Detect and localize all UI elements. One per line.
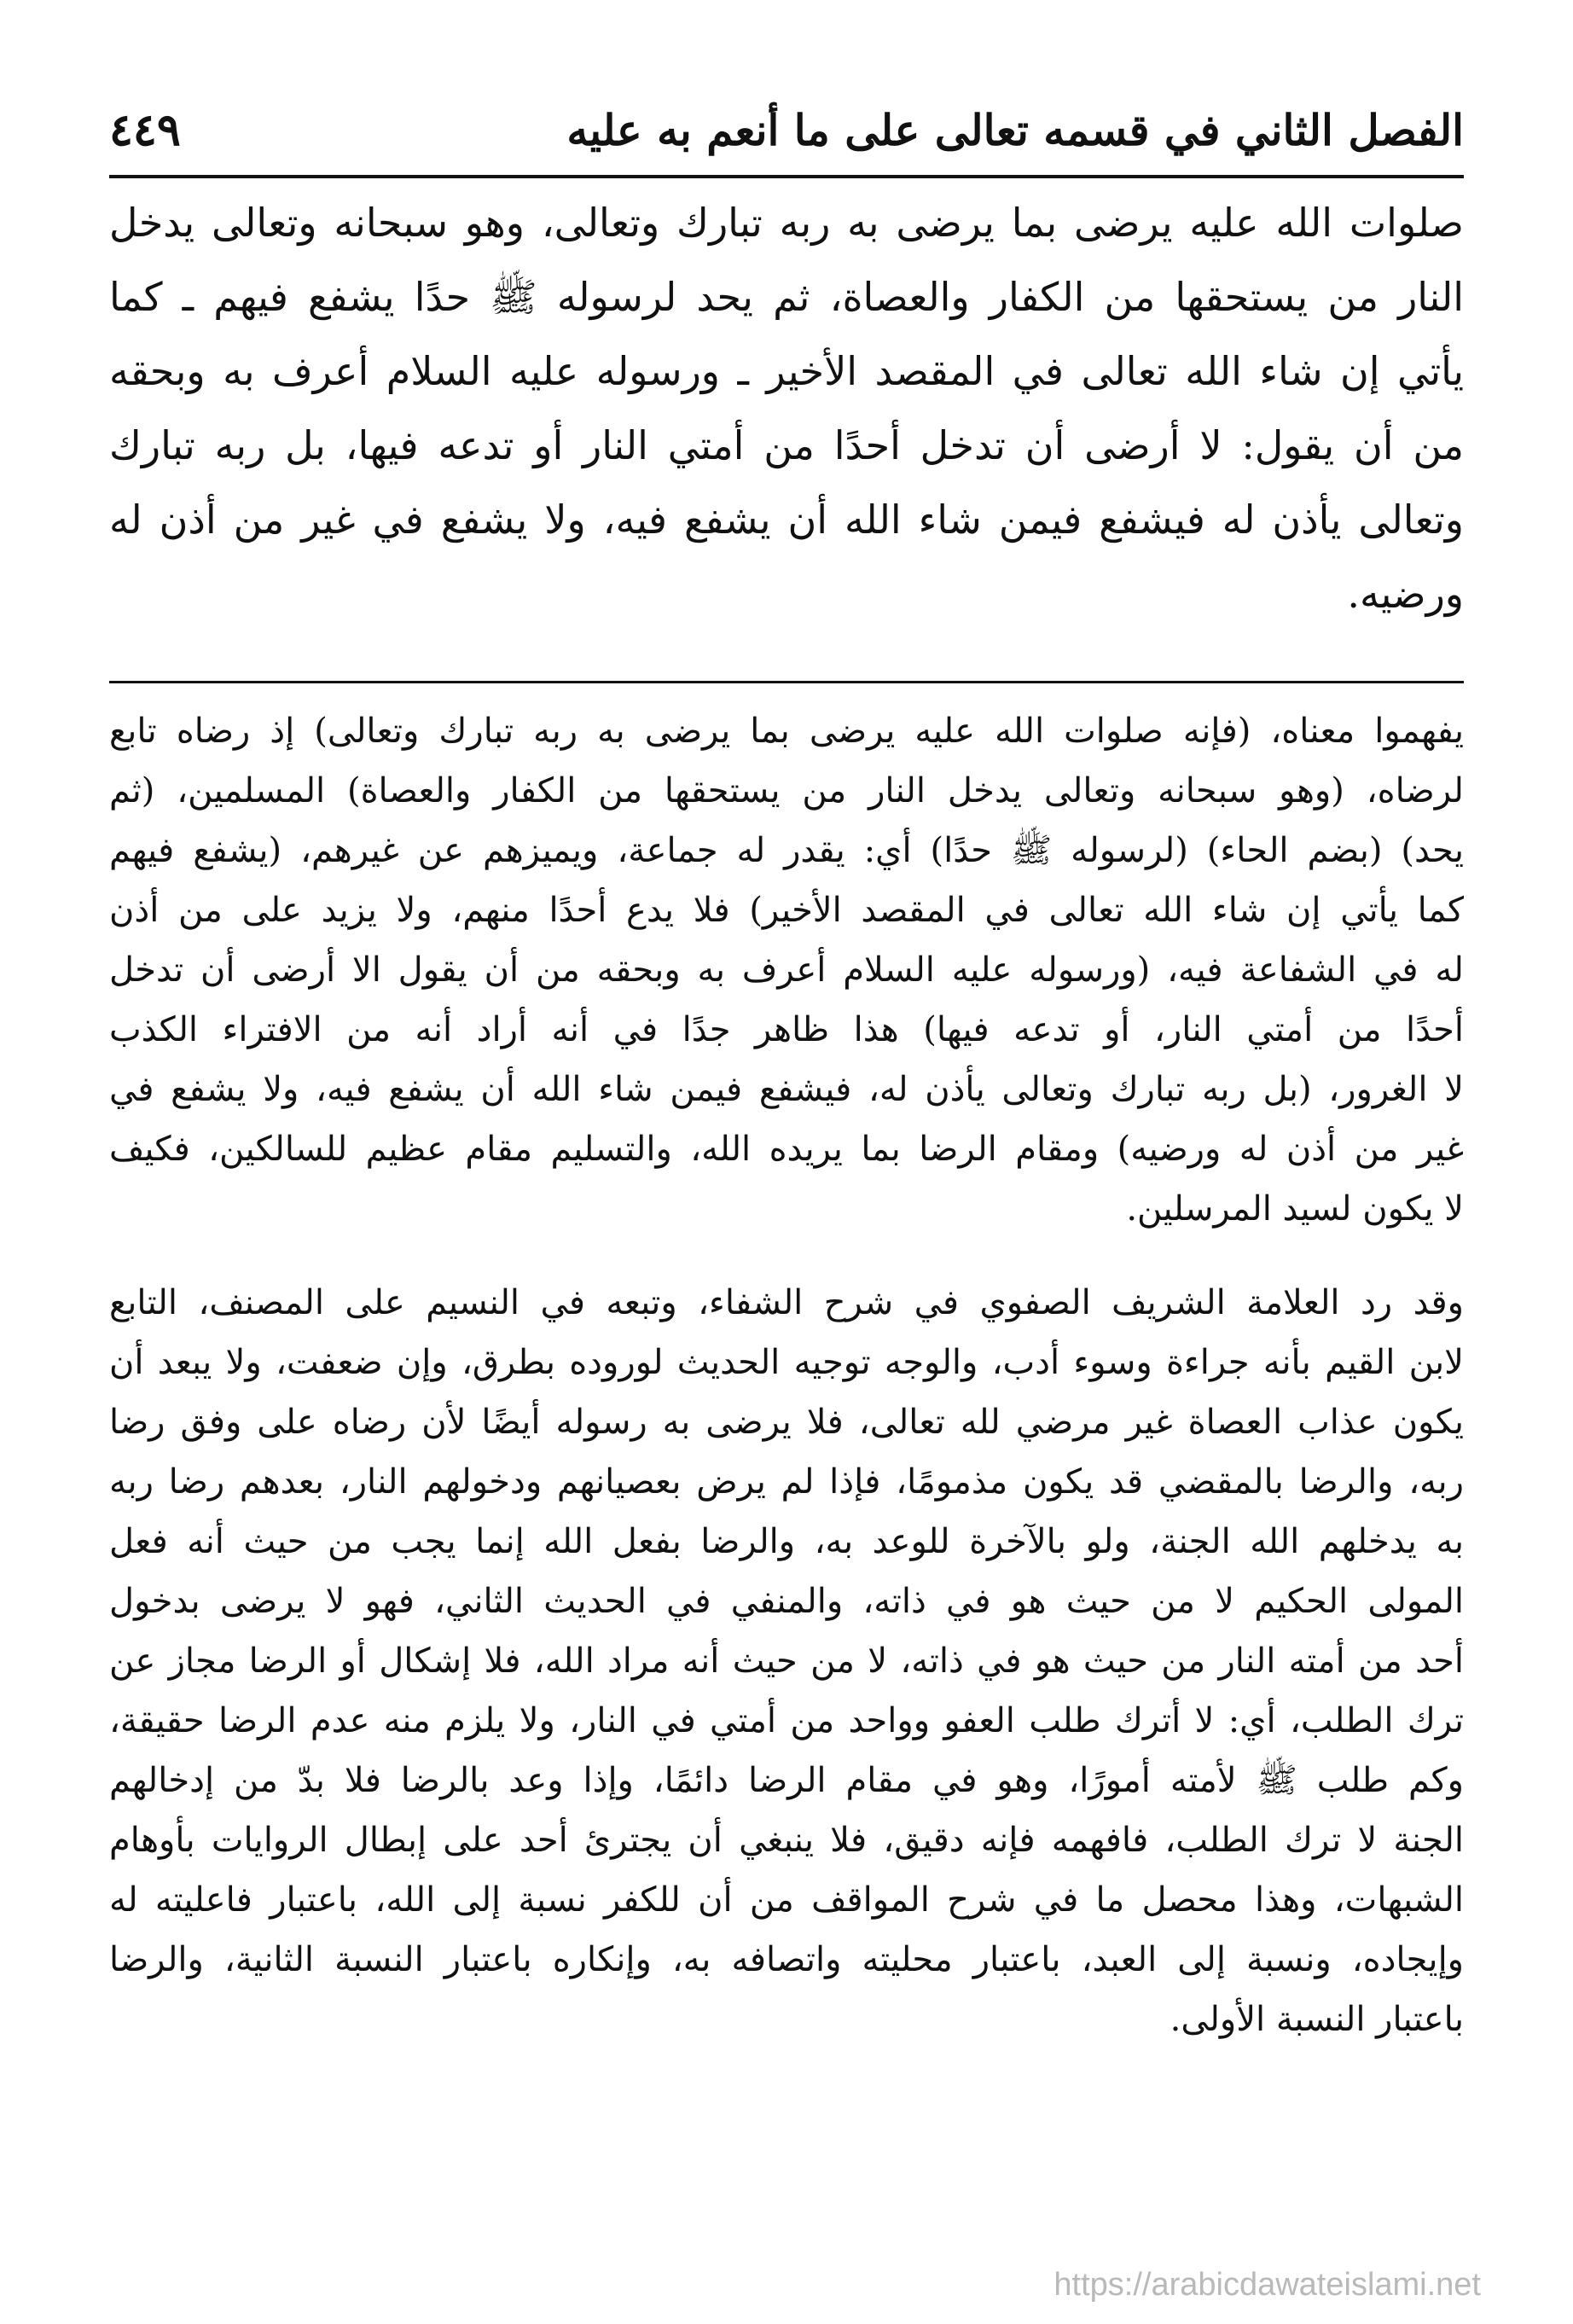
commentary-line: لا الغرور، (بل ربه تبارك وتعالى يأذن له، فيشفع فيمن شاء الله أن يشفع فيه، ولا يشفع في: [109, 1070, 1464, 1109]
commentary-line: لابن القيم بأنه جراءة وسوء أدب، والوجه توجيه الحديث لوروده بطرق، وإن ضعفت، ولا يبعد أن: [109, 1343, 1464, 1382]
commentary-line: الشبهات، وهذا محصل ما في شرح المواقف من أن للكفر نسبة إلى الله، باعتبار فاعليته له: [109, 1880, 1464, 1920]
commentary-paragraph-2: [109, 1273, 1464, 2049]
watermark-url: https://arabicdawateislami.net: [1054, 2267, 1481, 2303]
page-number: ٤٤٩: [109, 104, 181, 156]
commentary-line: ربه، والرضا بالمقضي قد يكون مذمومًا، فإذا لم يرض بعصيانهم ودخولهم النار، بعدهم رضا ربه: [109, 1462, 1464, 1502]
commentary-line: به يدخلهم الله الجنة، ولو بالآخرة للوعد به، والرضا بفعل الله إنما يجب من حيث أنه فعل: [109, 1522, 1464, 1561]
main-text: [109, 186, 1464, 631]
main-text-line: ورضيه.: [1347, 571, 1464, 617]
commentary-paragraph-1: [109, 701, 1464, 1239]
commentary-line: وقد رد العلامة الشريف الصفوي في شرح الشفاء، وتبعه في النسيم على المصنف، التابع: [109, 1283, 1464, 1322]
commentary-line: ترك الطلب، أي: لا أترك طلب العفو وواحد من أمتي في النار، ولا يلزم منه عدم الرضا حقيقة،: [109, 1701, 1464, 1740]
commentary-line: يحد) (بضم الحاء) (لرسوله ﷺ حدًا) أي: يقدر له جماعة، ويميزهم عن غيرهم، (يشفع فيهم: [109, 831, 1464, 870]
commentary-line: كما يأتي إن شاء الله تعالى في المقصد الأخير) فلا يدع أحدًا منهم، ولا يزيد على من أذن: [109, 891, 1464, 930]
commentary: [109, 701, 1464, 2049]
commentary-line: يكون عذاب العصاة غير مرضي لله تعالى، فلا يرضى به رسوله أيضًا لأن رضاه على وفق رضا: [109, 1403, 1464, 1442]
main-text-line: صلوات الله عليه يرضى بما يرضى به ربه تبارك وتعالى، وهو سبحانه وتعالى يدخل: [109, 200, 1464, 246]
main-text-line: وتعالى يأذن له فيشفع فيمن شاء الله أن يشفع فيه، ولا يشفع في غير من أذن له: [109, 497, 1464, 543]
main-text-line: من أن يقول: لا أرضى أن تدخل أحدًا من أمتي النار أو تدعه فيها، بل ربه تبارك: [109, 422, 1464, 468]
commentary-line: باعتبار النسبة الأولى.: [1170, 2000, 1464, 2039]
commentary-line: المولى الحكيم لا من حيث هو في ذاته، والمنفي في الحديث الثاني، فهو لا يرضى بدخول: [109, 1582, 1464, 1621]
header-divider: [109, 175, 1464, 178]
main-text-line: يأتي إن شاء الله تعالى في المقصد الأخير ـ ورسوله عليه السلام أعرف به وبحقه: [109, 348, 1464, 394]
chapter-title: الفصل الثاني في قسمه تعالى على ما أنعم به عليه: [566, 105, 1464, 155]
commentary-line: الجنة لا ترك الطلب، فافهمه فإنه دقيق، فلا ينبغي أن يجترئ أحد على إبطال الروايات بأوهام: [109, 1821, 1464, 1860]
main-text-line: النار من يستحقها من الكفار والعصاة، ثم يحد لرسوله ﷺ حدًا يشفع فيهم ـ كما: [109, 274, 1464, 320]
paragraph-gap: [109, 1239, 1464, 1273]
commentary-line: وكم طلب ﷺ لأمته أمورًا، وهو في مقام الرضا دائمًا، وإذا وعد بالرضا فلا بدّ من إدخالهم: [109, 1761, 1464, 1800]
commentary-line: يفهموا معناه، (فإنه صلوات الله عليه يرضى بما يرضى به ربه تبارك وتعالى) إذ رضاه تابع: [109, 712, 1464, 751]
commentary-line: غير من أذن له ورضيه) ومقام الرضا بما يريده الله، والتسليم مقام عظيم للسالكين، فكيف: [109, 1130, 1464, 1169]
commentary-line: أحدًا من أمتي النار، أو تدعه فيها) هذا ظاهر جدًا في أنه أراد أنه من الافتراء الكذب: [109, 1010, 1464, 1049]
commentary-line: له في الشفاعة فيه، (ورسوله عليه السلام أعرف به وبحقه من أن يقول الا أرضى أن تدخل: [109, 950, 1464, 990]
commentary-line: وإيجاده، ونسبة إلى العبد، باعتبار محليته واتصافه به، وإنكاره باعتبار النسبة الثانية، والرضا: [109, 1940, 1464, 1979]
commentary-line: أحد من أمته النار من حيث هو في ذاته، لا من حيث أنه مراد الله، فلا إشكال أو الرضا مجاز عن: [109, 1641, 1464, 1681]
commentary-line: لرضاه، (وهو سبحانه وتعالى يدخل النار من يستحقها من الكفار والعصاة) المسلمين، (ثم: [109, 771, 1464, 810]
commentary-line: لا يكون لسيد المرسلين.: [1126, 1189, 1464, 1229]
running-header: [109, 92, 1464, 169]
section-divider: [109, 681, 1464, 683]
